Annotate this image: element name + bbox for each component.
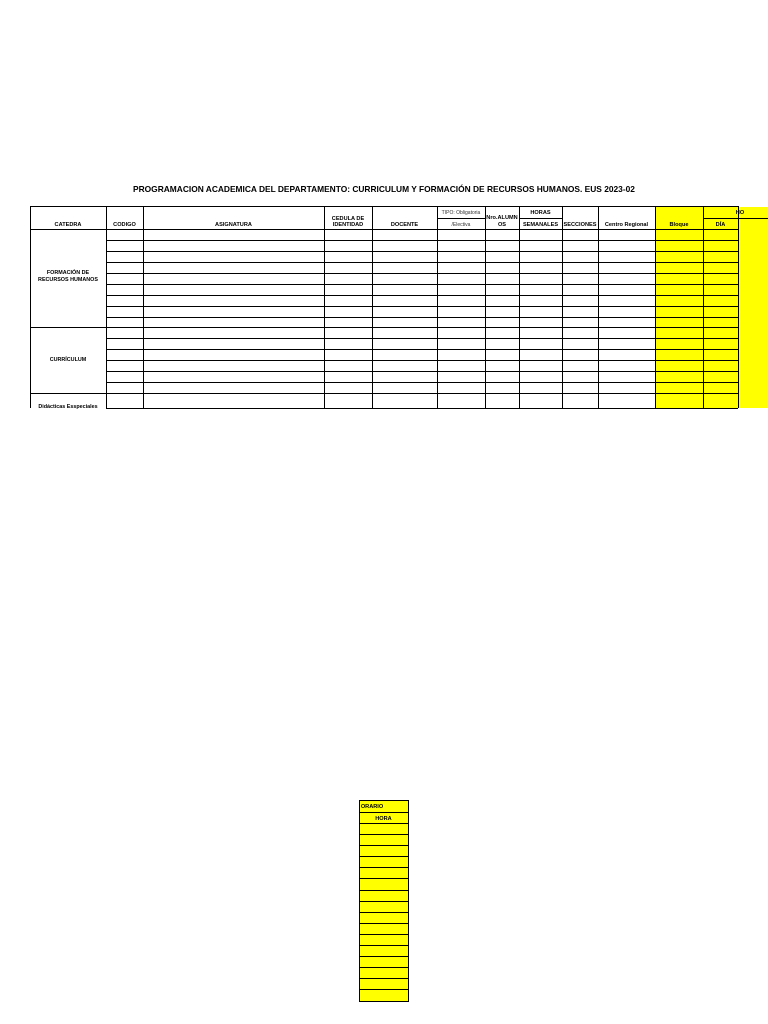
table-row-line [106,371,738,372]
header-codigo: CODIGO [113,222,136,228]
table-row-line [106,393,738,394]
bloque-dia-highlight [655,207,768,408]
hora-row-line [359,890,409,891]
hora-row-line [359,856,409,857]
table-row-line [106,408,738,409]
hora-row-line [359,878,409,879]
table-row-line [106,262,738,263]
hora-row-line [359,834,409,835]
catedra-didacticas-line1: Didácticas Esspeciales [38,404,98,410]
table-row-line [106,240,738,241]
hora-row-line [359,845,409,846]
hora-row-line [359,1001,409,1002]
catedra-didacticas [30,404,106,411]
table-row-line [106,360,738,361]
hora-row-line [359,901,409,902]
hora-row-line [359,967,409,968]
catedra-formacion-line2: RECURSOS HUMANOS [38,276,98,283]
catedra-curriculum [30,357,106,364]
hora-row-line [359,912,409,913]
table-row-line [106,338,738,339]
catedra-curriculum-line1: CURRÍCULUM [49,357,87,363]
hora-row-line [359,934,409,935]
header-cedula-2: IDENTIDAD [332,222,364,228]
catedra-formacion-line1: FORMACIÓN DE [46,270,90,276]
header-cedula-1: CEDULA DE [331,216,365,222]
header-alumnos-2: OS [497,222,507,228]
table-row-line [106,349,738,350]
header-tipo-2: /Electiva [451,222,471,228]
header-tipo-1: TIPO: Obligatoria [441,210,481,216]
horario-partial-label: ORARIO [360,804,384,810]
table-row-line [106,251,738,252]
table-row-line [106,284,738,285]
page-title-text: PROGRAMACION ACADEMICA DEL DEPARTAMENTO: CURRICULUM Y FORMACIÓN DE RECURSOS HUMANOS. EUS 2023-02 [133,184,635,194]
header-asignatura: ASIGNATURA [215,222,252,228]
header-hora: HORA [375,816,392,822]
table-row-line [106,306,738,307]
hora-row-line [359,867,409,868]
hora-row-line [359,978,409,979]
hora-row-line [359,945,409,946]
header-dia: DÍA [715,222,726,228]
header-horario-partial: HO [735,210,745,216]
header-secciones: SECCIONES [563,222,597,228]
header-alumnos-1: Nro.ALUMN [486,215,518,221]
header-centro-regional: Centro Regional [604,222,649,228]
header-catedra: CATEDRA [54,222,82,228]
table-row-line [106,295,738,296]
page-title [0,184,768,194]
table-row-line [106,273,738,274]
table-row-line [106,327,738,328]
header-horas-2: SEMANALES [522,222,559,228]
header-bloque: Bloque [669,222,689,228]
header-docente: DOCENTE [390,222,419,228]
table-row-line [106,382,738,383]
hora-row-line [359,989,409,990]
catedra-formacion [30,270,106,283]
hora-row-line [359,923,409,924]
table-row-line [106,317,738,318]
header-horas-1: HORAS [530,210,551,216]
hora-row-line [359,956,409,957]
